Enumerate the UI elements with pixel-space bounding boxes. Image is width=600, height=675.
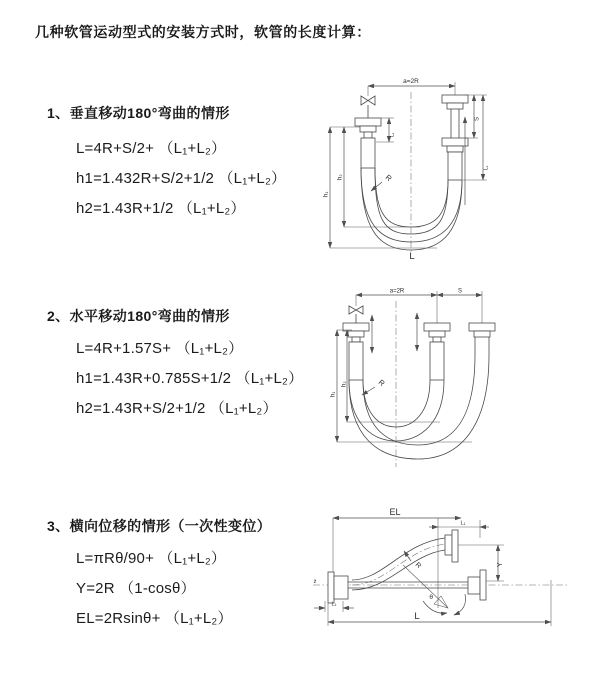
d2-dim-h1: h₁ [330, 391, 337, 397]
d2-label-r: R [376, 377, 387, 389]
d3-dim-el: EL [389, 507, 401, 517]
braided-hose-middle [430, 342, 444, 380]
section2-formula-h1: h1=1.43R+0.785S+1/2 （L₁+L₂） [76, 370, 304, 387]
d1-dim-s: S [474, 116, 481, 121]
d3-dim-l: L [414, 611, 420, 622]
page-title: 几种软管运动型式的安装方式时，软管的长度计算： [35, 24, 371, 40]
d3-dim-l1-left: L₁ [331, 601, 337, 608]
diagram-lateral-displacement [305, 505, 575, 640]
d1-label-l: L [409, 251, 415, 262]
d1-dim-a2r: a=2R [403, 78, 419, 85]
d3-label-z: z̄ [313, 579, 317, 585]
diagram-horizontal-180-bend [320, 285, 515, 480]
d1-dim-l1-left: L₁ [389, 132, 396, 137]
d3-dim-l1-top: L₁ [460, 520, 466, 527]
section3-formula-L: L=πRθ/90+ （L₁+L₂） [76, 550, 227, 567]
section3-heading: 3、横向位移的情形（一次性变位） [47, 518, 272, 534]
d1-label-r: R [383, 172, 394, 184]
braided-hose-left [349, 342, 363, 380]
d2-dim-a2r: a=2R [389, 288, 405, 295]
d2-dim-h2: h₂ [341, 381, 348, 387]
valve-icon [349, 306, 356, 314]
section1-heading: 1、垂直移动180°弯曲的情形 [47, 105, 230, 121]
section1-formula-h2: h2=1.43R+1/2 （L₁+L₂） [76, 200, 246, 217]
section2-formula-L: L=4R+1.57S+ （L₁+L₂） [76, 340, 244, 357]
d3-dim-y: Y [497, 562, 504, 567]
section3-formula-Y: Y=2R （1-cosθ） [76, 580, 196, 597]
valve-icon [361, 96, 368, 105]
section1-formula-h1: h1=1.432R+S/2+1/2 （L₁+L₂） [76, 170, 287, 187]
section2-heading: 2、水平移动180°弯曲的情形 [47, 308, 230, 324]
braided-hose-left [361, 138, 375, 168]
section3-formula-EL: EL=2Rsinθ+ （L₁+L₂） [76, 610, 233, 627]
d2-dim-s: S [457, 288, 463, 295]
section1-formula-L: L=4R+S/2+ （L₁+L₂） [76, 140, 227, 157]
d1-dim-h1: h₁ [323, 191, 330, 197]
d1-dim-h2: h₂ [337, 174, 344, 180]
d3-label-r: R [413, 561, 423, 570]
d3-label-theta: θ [429, 594, 433, 601]
diagram-vertical-180-bend [315, 75, 515, 267]
section2-formula-h2: h2=1.43R+S/2+1/2 （L₁+L₂） [76, 400, 278, 417]
d1-dim-l1-right: L₁ [483, 165, 490, 170]
braided-hose-right [448, 152, 462, 180]
